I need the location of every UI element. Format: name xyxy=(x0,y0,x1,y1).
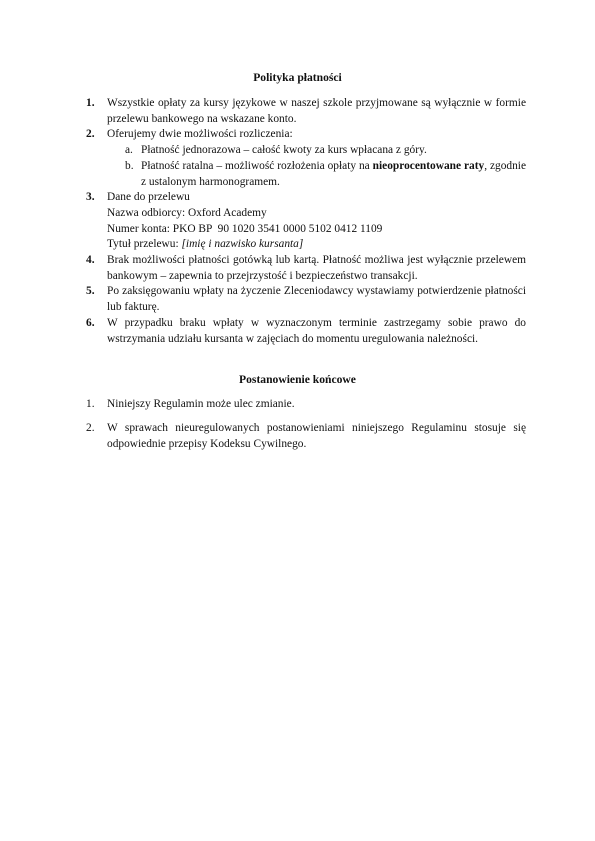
item-text: Oferujemy dwie możliwości rozliczenia: xyxy=(107,128,293,141)
sub-item-text-part: , zgodnie z ustalonym harmonogramem. xyxy=(141,159,527,188)
item-number: 6. xyxy=(86,316,95,329)
item-text: Wszystkie opłaty za kursy językowe w naszej szkole przyjmowane są wyłącznie w formie przelewu bankowego na wskazane konto. xyxy=(107,97,526,125)
item-text: W przypadku braku wpłaty w wyznaczonym terminie zastrzegamy sobie prawo do wstrzymania udziału kursanta w zajęciach do momentu uregulowania należności. xyxy=(107,316,526,345)
section-title-final-provisions: Postanowienie końcowe xyxy=(239,373,356,386)
recipient-name: Nazwa odbiorcy: Oxford Academy xyxy=(107,206,267,219)
list-item xyxy=(86,397,526,413)
list-item xyxy=(86,284,526,315)
section-title-payment-policy: Polityka płatności xyxy=(253,71,342,84)
item-number: 4. xyxy=(86,254,95,267)
transfer-title-value: [imię i nazwisko kursanta] xyxy=(181,238,304,251)
sub-item-text xyxy=(141,159,526,190)
list-item xyxy=(86,190,526,253)
sub-item-letter: a. xyxy=(125,144,133,157)
payment-policy-list xyxy=(86,96,526,347)
list-item xyxy=(86,316,526,347)
item-text: W sprawach nieuregulowanych postanowieniami niniejszego Regulaminu stosuje się odpowiednie przepisy Kodeksu Cywilnego. xyxy=(107,422,526,450)
item-number: 1. xyxy=(86,398,95,410)
item-text: Brak możliwości płatności gotówką lub kartą. Płatność możliwa jest wyłącznie przelewem bankowym – zapewnia to przejrzystość i bezpieczeństwo transakcji. xyxy=(107,254,526,282)
list-item xyxy=(86,96,526,127)
sub-list-item xyxy=(125,143,526,159)
sub-item-text: Płatność jednorazowa – całość kwoty za kurs wpłacana z góry. xyxy=(141,144,427,157)
sub-list-item xyxy=(125,159,526,190)
item-number: 3. xyxy=(86,191,95,204)
emphasis-text: nieoprocentowane raty xyxy=(372,159,485,172)
transfer-data-label: Dane do przelewu xyxy=(107,191,190,204)
item-number: 5. xyxy=(86,285,95,298)
final-provisions-list xyxy=(86,397,526,461)
list-item xyxy=(86,127,526,190)
sub-item-letter: b. xyxy=(125,159,134,172)
item-text: Po zaksięgowaniu wpłaty na życzenie Zleceniodawcy wystawiamy potwierdzenie płatności lub fakturę. xyxy=(107,285,526,314)
item-number: 2. xyxy=(86,128,95,141)
list-item xyxy=(86,421,526,452)
list-item xyxy=(86,253,526,284)
item-number: 2. xyxy=(86,422,95,434)
account-number: Numer konta: PKO BP 90 1020 3541 0000 5102 0412 1109 xyxy=(107,222,383,235)
item-number: 1. xyxy=(86,97,95,109)
sub-item-text-part: Płatność ratalna – możliwość rozłożenia opłaty na xyxy=(141,159,373,172)
item-text: Niniejszy Regulamin może ulec zmianie. xyxy=(107,398,295,410)
transfer-title-label: Tytuł przelewu: xyxy=(107,238,182,251)
transfer-title xyxy=(107,237,526,253)
